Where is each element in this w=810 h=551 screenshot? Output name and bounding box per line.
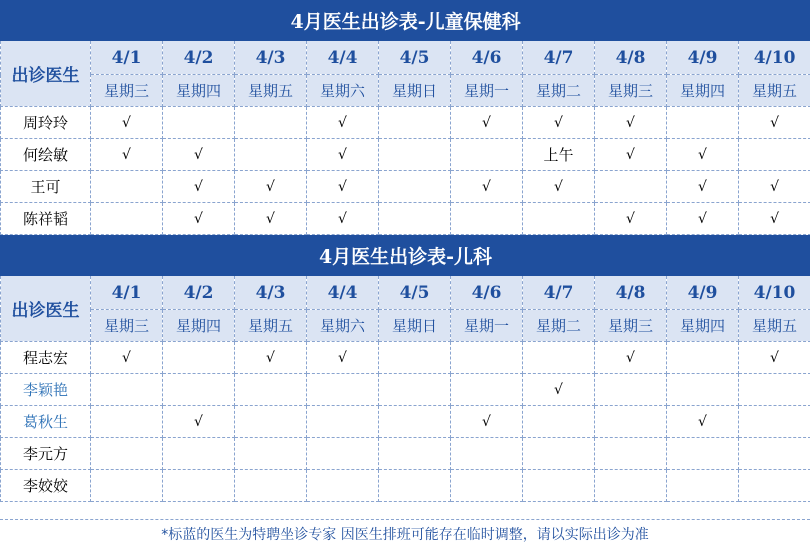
schedule-cell	[163, 470, 235, 502]
schedule-cell: √	[91, 139, 163, 171]
doctor-row	[1, 203, 810, 235]
weekday-header: 星期五	[739, 75, 810, 107]
doctor-row	[1, 171, 810, 203]
doctor-name: 王可	[1, 171, 91, 203]
date-header: 4/2	[163, 41, 235, 75]
schedule-cell	[163, 107, 235, 139]
schedule-cell: √	[667, 406, 739, 438]
doctor-name: 周玲玲	[1, 107, 91, 139]
weekday-header: 星期日	[379, 75, 451, 107]
date-header: 4/2	[163, 276, 235, 310]
date-header: 4/8	[595, 41, 667, 75]
schedule-cell: √	[235, 171, 307, 203]
date-header: 4/9	[667, 41, 739, 75]
schedule-cell	[523, 470, 595, 502]
schedule-cell	[163, 438, 235, 470]
doctor-row	[1, 406, 810, 438]
schedule-cell: √	[739, 107, 810, 139]
weekday-header: 星期五	[235, 310, 307, 342]
date-header: 4/7	[523, 41, 595, 75]
schedule-cell	[91, 171, 163, 203]
schedule-cell	[595, 171, 667, 203]
schedule-cell	[451, 342, 523, 374]
weekday-header: 星期二	[523, 75, 595, 107]
schedule-cell: √	[523, 374, 595, 406]
schedule-cell: √	[307, 139, 379, 171]
schedule-cell: √	[307, 342, 379, 374]
schedule-cell	[235, 438, 307, 470]
doctor-row	[1, 470, 810, 502]
date-header: 4/3	[235, 41, 307, 75]
schedule-cell	[451, 139, 523, 171]
date-header: 4/5	[379, 276, 451, 310]
doctor-name: 程志宏	[1, 342, 91, 374]
date-header: 4/9	[667, 276, 739, 310]
weekday-header: 星期六	[307, 75, 379, 107]
date-header-row	[1, 41, 810, 75]
schedule-cell: √	[163, 171, 235, 203]
schedule-cell	[91, 406, 163, 438]
date-header: 4/8	[595, 276, 667, 310]
weekday-header: 星期三	[595, 310, 667, 342]
date-header: 4/1	[91, 41, 163, 75]
schedule-cell	[163, 374, 235, 406]
schedule-cell: √	[91, 107, 163, 139]
date-header: 4/4	[307, 276, 379, 310]
schedule-cell: √	[163, 203, 235, 235]
schedule-cell	[667, 374, 739, 406]
schedule-cell	[91, 438, 163, 470]
schedule-cell	[235, 107, 307, 139]
schedule-cell	[739, 470, 810, 502]
schedule-cell: √	[667, 171, 739, 203]
schedule-cell	[739, 139, 810, 171]
doctor-name: 李元方	[1, 438, 91, 470]
table-title-row	[1, 236, 810, 276]
doctor-row	[1, 342, 810, 374]
table-title: 4月医生出诊表-儿科	[1, 236, 810, 276]
weekday-header-row	[1, 75, 810, 107]
schedule-cell: √	[595, 139, 667, 171]
date-header: 4/10	[739, 276, 810, 310]
schedule-cell	[379, 438, 451, 470]
schedule-cell: √	[667, 203, 739, 235]
schedule-cell: √	[235, 203, 307, 235]
schedule-cell	[379, 107, 451, 139]
schedule-cell	[739, 406, 810, 438]
weekday-header: 星期六	[307, 310, 379, 342]
schedule-cell	[595, 374, 667, 406]
schedule-cell	[379, 139, 451, 171]
schedule-cell: √	[523, 171, 595, 203]
schedule-cell: √	[451, 107, 523, 139]
doctor-name: 李姣姣	[1, 470, 91, 502]
weekday-header: 星期五	[235, 75, 307, 107]
doctor-name: 何绘敏	[1, 139, 91, 171]
schedule-cell: √	[235, 342, 307, 374]
schedule-cell	[379, 470, 451, 502]
date-header: 4/6	[451, 276, 523, 310]
schedule-cell: √	[163, 139, 235, 171]
doctor-column-header: 出诊医生	[1, 276, 91, 342]
schedule-cell	[307, 470, 379, 502]
schedule-cell: √	[595, 342, 667, 374]
schedule-cell	[235, 139, 307, 171]
date-header: 4/10	[739, 41, 810, 75]
schedule-cell	[451, 470, 523, 502]
schedule-cell: √	[307, 203, 379, 235]
weekday-header: 星期三	[91, 310, 163, 342]
schedule-table-pediatrics	[0, 235, 810, 502]
schedule-cell	[523, 406, 595, 438]
schedule-cell	[307, 438, 379, 470]
schedule-cell	[379, 374, 451, 406]
weekday-header: 星期四	[163, 310, 235, 342]
schedule-cell	[307, 374, 379, 406]
schedule-cell	[379, 203, 451, 235]
schedule-cell	[379, 406, 451, 438]
schedule-cell: √	[667, 139, 739, 171]
schedule-cell	[739, 438, 810, 470]
schedule-cell	[595, 406, 667, 438]
weekday-header: 星期一	[451, 75, 523, 107]
schedule-cell	[91, 203, 163, 235]
schedule-cell	[163, 342, 235, 374]
schedule-cell	[667, 107, 739, 139]
schedule-cell	[451, 374, 523, 406]
schedule-cell: √	[91, 342, 163, 374]
doctor-column-header: 出诊医生	[1, 41, 91, 107]
date-header: 4/1	[91, 276, 163, 310]
schedule-cell	[595, 470, 667, 502]
schedule-cell	[379, 171, 451, 203]
schedule-cell	[91, 470, 163, 502]
weekday-header: 星期四	[163, 75, 235, 107]
date-header: 4/5	[379, 41, 451, 75]
schedule-cell: √	[739, 171, 810, 203]
doctor-row	[1, 438, 810, 470]
schedule-cell	[523, 203, 595, 235]
schedule-cell: √	[523, 107, 595, 139]
schedule-cell: √	[307, 107, 379, 139]
table-title: 4月医生出诊表-儿童保健科	[1, 1, 810, 41]
date-header: 4/4	[307, 41, 379, 75]
doctor-name: 陈祥韬	[1, 203, 91, 235]
schedule-cell	[235, 406, 307, 438]
schedule-cell	[307, 406, 379, 438]
date-header: 4/7	[523, 276, 595, 310]
schedule-cell	[595, 438, 667, 470]
schedule-cell: √	[595, 107, 667, 139]
schedule-cell: √	[739, 342, 810, 374]
weekday-header: 星期五	[739, 310, 810, 342]
doctor-row	[1, 139, 810, 171]
doctor-name: 李颖艳	[1, 374, 91, 406]
weekday-header: 星期四	[667, 310, 739, 342]
schedule-table-child-health	[0, 0, 810, 235]
schedule-cell: 上午	[523, 139, 595, 171]
weekday-header: 星期二	[523, 310, 595, 342]
schedule-cell	[667, 470, 739, 502]
date-header: 4/6	[451, 41, 523, 75]
schedule-cell: √	[307, 171, 379, 203]
schedule-cell	[451, 438, 523, 470]
schedule-cell: √	[451, 406, 523, 438]
table-title-row	[1, 1, 810, 41]
schedule-cell	[379, 342, 451, 374]
schedule-cell	[667, 342, 739, 374]
doctor-row	[1, 374, 810, 406]
weekday-header: 星期三	[91, 75, 163, 107]
schedule-cell	[667, 438, 739, 470]
doctor-name: 葛秋生	[1, 406, 91, 438]
doctor-row	[1, 107, 810, 139]
schedule-cell: √	[163, 406, 235, 438]
schedule-cell	[91, 374, 163, 406]
weekday-header: 星期三	[595, 75, 667, 107]
schedule-cell	[523, 438, 595, 470]
schedule-cell: √	[595, 203, 667, 235]
schedule-cell	[235, 470, 307, 502]
schedule-cell: √	[739, 203, 810, 235]
footer-note: *标蓝的医生为特聘坐诊专家 因医生排班可能存在临时调整，请以实际出诊为准	[0, 519, 810, 551]
date-header-row	[1, 276, 810, 310]
weekday-header: 星期四	[667, 75, 739, 107]
schedule-cell	[235, 374, 307, 406]
schedule-cell	[739, 374, 810, 406]
weekday-header: 星期一	[451, 310, 523, 342]
weekday-header: 星期日	[379, 310, 451, 342]
schedule-cell	[523, 342, 595, 374]
date-header: 4/3	[235, 276, 307, 310]
schedule-cell: √	[451, 171, 523, 203]
schedule-cell	[451, 203, 523, 235]
weekday-header-row	[1, 310, 810, 342]
